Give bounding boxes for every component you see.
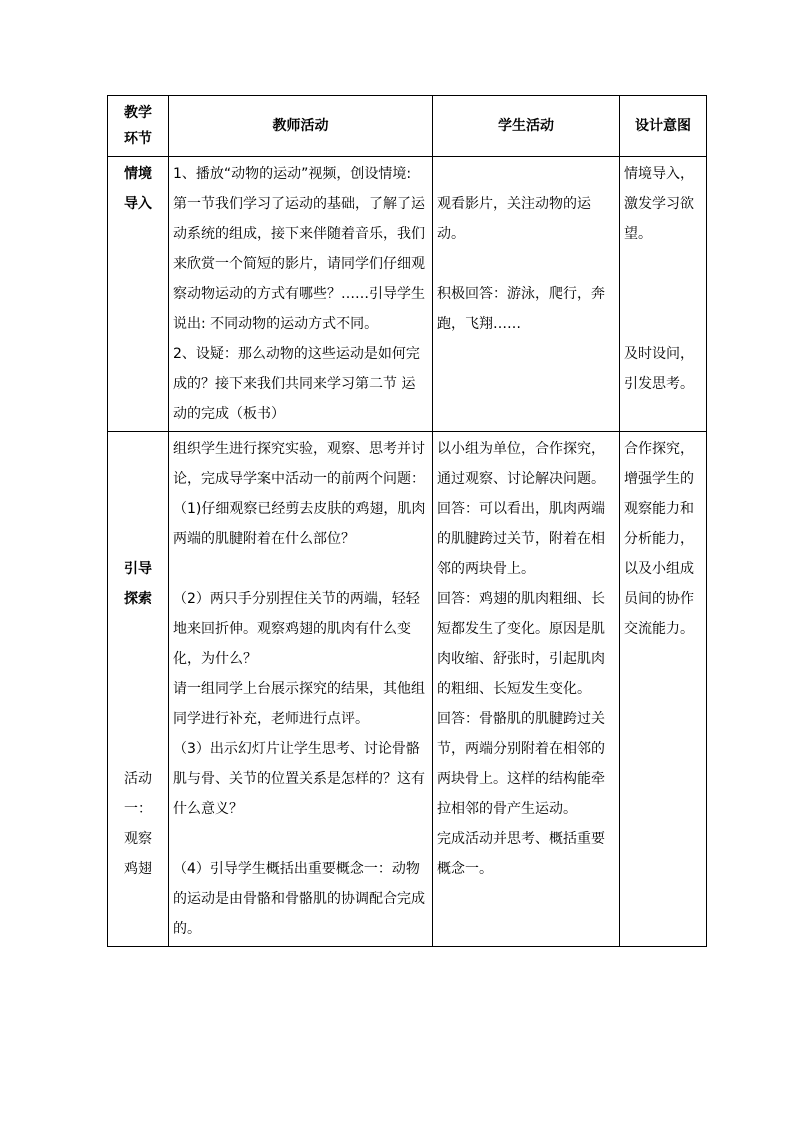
student-activity-cell xyxy=(433,157,620,432)
student-paragraph: 完成活动并思考、概括重要概念一。 xyxy=(437,831,605,877)
activity-label: 鸡翅 xyxy=(124,861,152,877)
stage-line2: 探索 xyxy=(124,591,152,607)
teacher-paragraph: 组织学生进行探究实验，观察、思考并讨论，完成导学案中活动一的前两个问题： xyxy=(173,441,425,487)
teacher-paragraph: （3）出示幻灯片让学生思考、讨论骨骼肌与骨、关节的位置关系是怎样的？这有什么意义？ xyxy=(173,741,425,817)
stage-line1: 情境 xyxy=(124,166,152,182)
student-paragraph: 观看影片，关注动物的运动。 xyxy=(437,196,591,242)
table-row xyxy=(108,432,707,947)
stage-line1: 引导 xyxy=(124,561,152,577)
student-paragraph: 积极回答：游泳，爬行，奔跑，飞翔…… xyxy=(437,286,605,332)
teacher-paragraph: 1、播放“动物的运动”视频，创设情境: 第一节我们学习了运动的基础，了解了运动系统的组成，接下来伴随着音乐，我们来欣赏一个简短的影片，请同学们仔细观察动物运动的方式有哪些？……引导学生说出: 不同动物的运动方式不同。 xyxy=(173,166,425,332)
student-paragraph: 回答：鸡翅的肌肉粗细、长短都发生了变化。原因是肌肉收缩、舒张时，引起肌肉的粗细、长短发生变化。 xyxy=(437,591,605,697)
stage-cell xyxy=(108,432,169,947)
header-student: 学生活动 xyxy=(433,96,620,157)
teacher-paragraph: 请一组同学上台展示探究的结果，其他组同学进行补充，老师进行点评。 xyxy=(173,681,425,727)
student-paragraph: 以小组为单位，合作探究，通过观察、讨论解决问题。 xyxy=(437,441,605,487)
design-intent-cell xyxy=(620,157,707,432)
intent-paragraph: 情境导入，激发学习欲望。 xyxy=(624,166,694,242)
activity-label: 活动 xyxy=(124,771,152,787)
teacher-paragraph: （4）引导学生概括出重要概念一：动物的运动是由骨骼和骨骼肌的协调配合完成的。 xyxy=(173,861,425,937)
teacher-paragraph: 2、设疑：那么动物的这些运动是如何完成的？接下来我们共同来学习第二节 运动的完成（板书） xyxy=(173,346,420,422)
stage-line2: 导入 xyxy=(124,196,152,212)
header-intent: 设计意图 xyxy=(620,96,707,157)
header-stage xyxy=(108,96,169,157)
teacher-activity-cell xyxy=(169,157,433,432)
student-paragraph: 回答：骨骼肌的肌腱跨过关节，两端分别附着在相邻的两块骨上。这样的结构能牵拉相邻的骨产生运动。 xyxy=(437,711,605,817)
activity-label: 一： xyxy=(124,801,152,817)
intent-paragraph: 合作探究，增强学生的观察能力和分析能力，以及小组成员间的协作交流能力。 xyxy=(624,441,694,637)
stage-cell xyxy=(108,157,169,432)
header-stage-line1: 教学 xyxy=(124,105,152,121)
activity-label: 观察 xyxy=(124,831,152,847)
header-teacher: 教师活动 xyxy=(169,96,433,157)
header-stage-line2: 环节 xyxy=(124,131,152,147)
student-activity-cell xyxy=(433,432,620,947)
lesson-plan-table xyxy=(107,95,707,947)
table-row xyxy=(108,157,707,432)
teacher-paragraph: （2）两只手分别捏住关节的两端，轻轻地来回折伸。观察鸡翅的肌肉有什么变化，为什么？ xyxy=(173,591,420,667)
intent-paragraph: 及时设问，引发思考。 xyxy=(624,346,694,392)
design-intent-cell xyxy=(620,432,707,947)
header-row xyxy=(108,96,707,157)
teacher-activity-cell xyxy=(169,432,433,947)
teacher-paragraph: （1)仔细观察已经剪去皮肤的鸡翅，肌肉两端的肌腱附着在什么部位？ xyxy=(173,501,426,547)
student-paragraph: 回答：可以看出，肌肉两端的肌腱跨过关节，附着在相邻的两块骨上。 xyxy=(437,501,605,577)
